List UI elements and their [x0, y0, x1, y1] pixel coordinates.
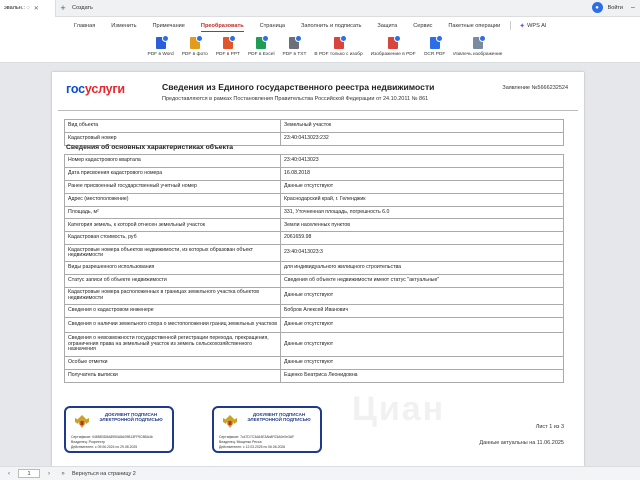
e-signature-stamp — [64, 406, 174, 453]
menu-item[interactable]: Пакетные операции — [448, 22, 501, 29]
user-avatar-icon[interactable]: ● — [592, 2, 603, 13]
document-workspace[interactable] — [0, 64, 640, 466]
object-summary-table — [64, 119, 564, 146]
last-page-icon[interactable]: » — [61, 470, 65, 477]
file-convert-icon — [388, 37, 398, 49]
file-convert-icon — [223, 37, 233, 49]
document-title: Сведения из Единого государственного реестра недвижимости — [162, 82, 435, 92]
file-convert-icon — [334, 37, 344, 49]
field-value: 23:40:0413023 — [281, 155, 564, 168]
table-row — [65, 369, 564, 382]
wps-ai-label: WPS AI — [527, 22, 547, 29]
field-name: Площадь, м² — [65, 206, 281, 219]
tool-label: PDF в фото — [181, 52, 208, 57]
field-name: Ранее присвоенный государственный учетный номер — [65, 180, 281, 193]
stamp-title: ДОКУМЕНТ ПОДПИСАН ЭЛЕКТРОННОЙ ПОДПИСЬЮ — [247, 412, 311, 422]
table-row — [65, 356, 564, 369]
field-value: Данные отсутствуют — [281, 180, 564, 193]
menu-item[interactable]: Главная — [74, 22, 96, 29]
header-divider — [58, 110, 578, 111]
tool-label: PDF в Excel — [247, 52, 275, 57]
field-value: Сведения об объекте недвижимости имеют статус "актуальные" — [281, 275, 564, 288]
field-value: 331, Уточненная площадь, погрешность 6.0 — [281, 206, 564, 219]
file-convert-icon — [156, 37, 166, 49]
tool-label: Извлечь изображение — [453, 52, 503, 57]
document-subtitle: Предоставляются в рамках Постановления Правительства Российской Федерации от 24.10.2011 № 861 — [162, 96, 429, 102]
convert-toolbar — [0, 34, 640, 63]
stamp-title: ДОКУМЕНТ ПОДПИСАН ЭЛЕКТРОННОЙ ПОДПИСЬЮ — [99, 412, 163, 422]
pdf-page — [52, 72, 584, 466]
gosuslugi-logo: госуслуги — [66, 82, 125, 96]
menu-item[interactable]: Заполнить и подписать — [301, 22, 362, 29]
coat-of-arms-icon — [72, 413, 92, 433]
status-bar — [0, 466, 640, 480]
next-page-icon[interactable]: › — [48, 470, 50, 477]
field-value: Данные отсутствуют — [281, 356, 564, 369]
field-name: Номер кадастрового квартала — [65, 155, 281, 168]
object-characteristics-table — [64, 154, 564, 383]
field-value: Краснодарский край, г. Геленджик — [281, 193, 564, 206]
stamp-cert: Сертификат: 7c47D7C3A64E3Ab8F03A0e0e3AF — [219, 435, 295, 439]
field-name: Адрес (местоположение) — [65, 193, 281, 206]
minimize-icon[interactable]: – — [631, 4, 635, 11]
table-row — [65, 305, 564, 318]
previous-page-icon[interactable]: ‹ — [8, 470, 10, 477]
ribbon-menu — [0, 17, 640, 34]
table-row — [65, 332, 564, 356]
tool-label: Изображение в PDF — [370, 52, 416, 57]
sparkle-icon: ✦ — [519, 22, 526, 30]
table-row — [65, 317, 564, 332]
back-to-page-link[interactable]: Вернуться на страницу 2 — [72, 470, 136, 477]
document-tab-label: эвальн.: ◌ — [4, 5, 30, 11]
field-name: Кадастровая стоимость, руб — [65, 232, 281, 245]
wps-ai-button[interactable] — [513, 22, 552, 30]
file-convert-icon — [289, 37, 299, 49]
field-value: 23:40:0413023:3 — [281, 245, 564, 262]
table-row — [65, 288, 564, 305]
table-row — [65, 120, 564, 133]
document-header — [52, 72, 584, 112]
stamp-valid: Действителен: с 09.06.2024 по 29.08.2025 — [71, 445, 138, 449]
close-tab-icon[interactable]: ✕ — [33, 5, 39, 12]
new-tab-plus-icon[interactable]: + — [60, 3, 66, 13]
table-row — [65, 232, 564, 245]
menu-item[interactable]: Преобразовать — [193, 17, 252, 34]
convert-tool-button[interactable] — [310, 34, 366, 62]
title-bar — [0, 0, 640, 17]
actual-date: Данные актуальны на 11.06.2025 — [479, 440, 564, 446]
stamp-owner: Владелец: Росреестр — [71, 440, 106, 444]
menu-item[interactable]: Сервис — [413, 22, 433, 29]
file-convert-icon — [256, 37, 266, 49]
menu-separator — [510, 21, 511, 30]
field-value: Ещенко Беатриса Леонидовна — [281, 369, 564, 382]
convert-tool-button[interactable] — [367, 34, 420, 62]
menu-item[interactable]: Защита — [377, 22, 398, 29]
table-row — [65, 180, 564, 193]
field-name: Вид объекта — [65, 120, 281, 133]
page-counter: Лист 1 из 3 — [535, 424, 564, 430]
tool-label: PDF в PPT — [215, 52, 240, 57]
table-row — [65, 245, 564, 262]
field-name: Категория земель, к которой отнесен земельный участок — [65, 219, 281, 232]
field-name: Особые отметки — [65, 356, 281, 369]
field-value: Земельный участок — [281, 120, 564, 133]
field-name: Кадастровый номер — [65, 133, 281, 146]
table-row — [65, 262, 564, 275]
file-convert-icon — [430, 37, 440, 49]
tool-label: В PDF только с изобр — [314, 52, 363, 57]
page-number-input[interactable]: 1 — [18, 469, 40, 478]
table-row — [65, 275, 564, 288]
field-name: Сведения о кадастровом инженере — [65, 305, 281, 318]
field-value: 23:40:0413023:232 — [281, 133, 564, 146]
convert-tool-button[interactable] — [279, 34, 311, 62]
watermark: Циан — [352, 390, 446, 428]
stamp-valid: Действителен: с 12.03.2025 по 06.06.2026 — [219, 445, 286, 449]
login-button[interactable]: Войти — [607, 4, 623, 11]
field-name: Кадастровые номера объектов недвижимости, из которых образован объект недвижимости — [65, 245, 281, 262]
tool-label: OCR PDF — [423, 52, 446, 57]
convert-tool-button[interactable] — [212, 34, 244, 62]
stamp-cert: Сертификат: 0485B3D8A8950A8A09B13FF9C8BA4b — [71, 435, 153, 439]
stamp-owner: Владелец: Мощенко Ресса — [219, 440, 262, 444]
table-row — [65, 193, 564, 206]
application-number: Заявление №5666232524 — [502, 85, 568, 91]
field-name: Сведения о наличии земельного спора о местоположении границ земельных участков — [65, 317, 281, 332]
menu-item[interactable]: Примечание — [152, 22, 185, 29]
coat-of-arms-icon — [220, 413, 240, 433]
field-value: 16.08.2018 — [281, 167, 564, 180]
field-value: 2061659.98 — [281, 232, 564, 245]
file-convert-icon — [473, 37, 483, 49]
convert-tool-button[interactable] — [420, 34, 450, 62]
section-title: Сведения об основных характеристиках объекта — [66, 144, 234, 151]
tool-label: PDF в Word — [147, 52, 174, 57]
field-name: Дата присвоения кадастрового номера — [65, 167, 281, 180]
tool-label: PDF в TXT — [282, 52, 307, 57]
table-row — [65, 167, 564, 180]
convert-tool-button[interactable] — [449, 34, 506, 62]
convert-tool-button[interactable] — [244, 34, 279, 62]
field-value: Бобров Алексей Иванович — [281, 305, 564, 318]
table-row — [65, 219, 564, 232]
field-value: Данные отсутствуют — [281, 317, 564, 332]
field-name: Получатель выписки — [65, 369, 281, 382]
field-name: Кадастровые номера расположенных в границах земельного участка объектов недвижимости — [65, 288, 281, 305]
field-value: Земли населенных пунктов — [281, 219, 564, 232]
field-name: Сведения о невозможности государственной регистрации перехода, прекращения, ограничения права на земельный участок из земель сельскохозяйственного назначения — [65, 332, 281, 356]
field-value: для индивидуального жилищного строительства — [281, 262, 564, 275]
e-signature-stamp — [212, 406, 322, 453]
document-tab[interactable] — [0, 0, 56, 17]
convert-tool-button[interactable] — [178, 34, 212, 62]
field-name: Виды разрешенного использования — [65, 262, 281, 275]
table-row — [65, 206, 564, 219]
field-name: Статус записи об объекте недвижимости — [65, 275, 281, 288]
file-convert-icon — [190, 37, 200, 49]
menu-item[interactable]: Изменить — [111, 22, 137, 29]
menu-item[interactable]: Страница — [259, 22, 286, 29]
field-value: Данные отсутствуют — [281, 288, 564, 305]
field-value: Данные отсутствуют — [281, 332, 564, 356]
table-row — [65, 155, 564, 168]
new-document-button[interactable]: Создать — [72, 5, 93, 11]
convert-tool-button[interactable] — [144, 34, 178, 62]
